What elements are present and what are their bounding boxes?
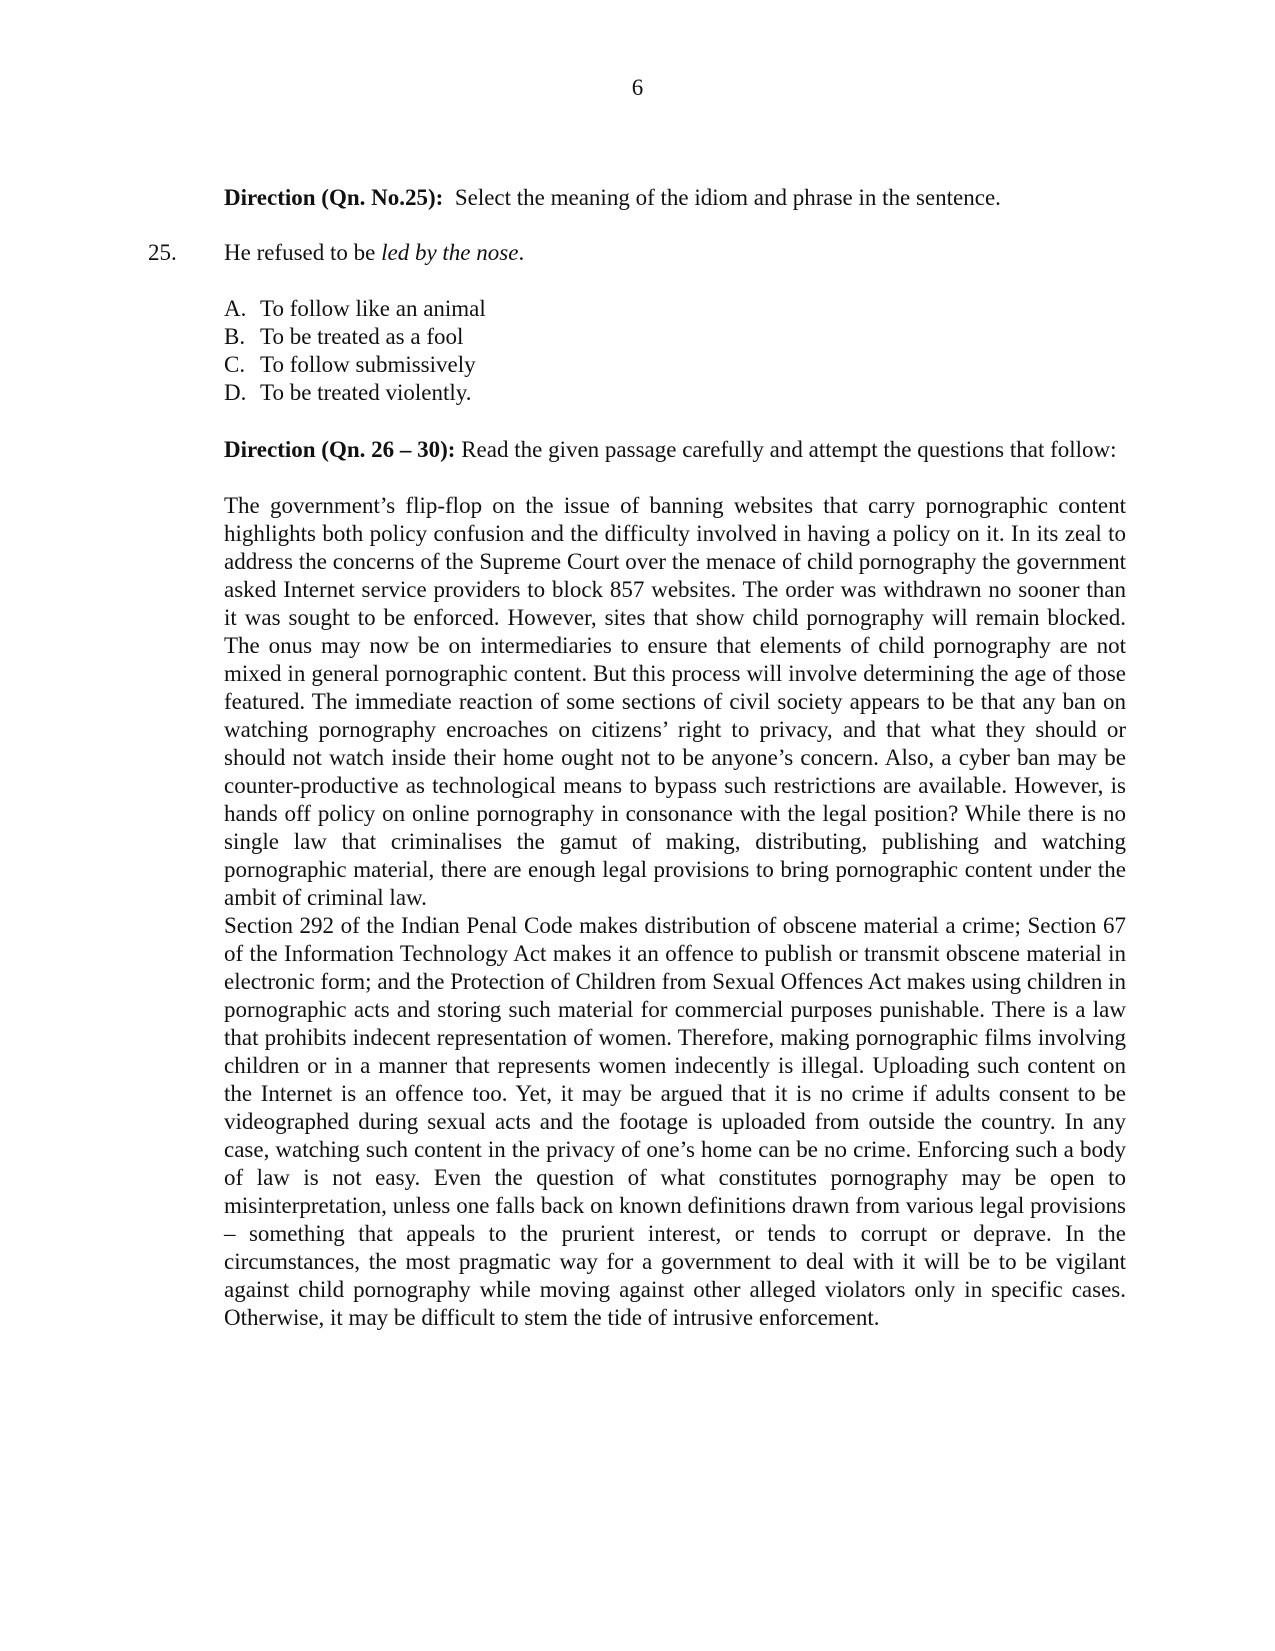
page-content [148, 184, 1126, 1332]
direction-questions-26-30 [224, 436, 1126, 464]
option-text: To follow submissively [260, 352, 476, 377]
reading-passage [224, 492, 1126, 1332]
option-letter: B. [224, 324, 246, 349]
passage-paragraph-1: The government’s flip-flop on the issue of banning websites that carry pornographic content highlights both policy confusion and the difficulty involved in having a policy on it. In its zeal to address the concerns of the Supreme Court over the menace of child pornography the government asked Internet service providers to block 857 websites. The order was withdrawn no sooner than it was sought to be enforced. However, sites that show child pornography will remain blocked. The onus may now be on intermediaries to ensure that elements of child pornography are not mixed in general pornographic content. But this process will involve determining the age of those featured. The immediate reaction of some sections of civil society appears to be that any ban on watching pornography encroaches on citizens’ right to privacy, and that what they should or should not watch inside their home ought not to be anyone’s concern. Also, a cyber ban may be counter-productive as technological means to bypass such restrictions are available. However, is hands off policy on online pornography in consonance with the legal position? While there is no single law that criminalises the gamut of making, distributing, publishing and watching pornographic material, there are enough legal provisions to bring pornographic content under the ambit of criminal law. [224, 493, 1126, 910]
direction-label: Direction (Qn. 26 – 30): [224, 437, 456, 462]
answer-options [224, 295, 1126, 407]
option-text: To be treated violently. [260, 380, 472, 405]
option-d [224, 379, 1126, 407]
option-b [224, 323, 1126, 351]
question-idiom: led by the nose [381, 240, 519, 265]
passage-paragraph-2: Section 292 of the Indian Penal Code makes distribution of obscene material a crime; Section 67 of the Information Technology Act makes it an offence to publish or transmit obscene material in electronic form; and the Protection of Children from Sexual Offences Act makes using children in pornographic acts and storing such material for commercial purposes punishable. There is a law that prohibits indecent representation of women. Therefore, making pornographic films involving children or in a manner that represents women indecently is illegal. Uploading such content on the Internet is an offence too. Yet, it may be argued that it is no crime if adults consent to be videographed during sexual acts and the footage is uploaded from outside the country. In any case, watching such content in the privacy of one’s home can be no crime. Enforcing such a body of law is not easy. Even the question of what constitutes pornography may be open to misinterpretation, unless one falls back on known definitions drawn from various legal provisions – something that appeals to the prurient interest, or tends to corrupt or deprave. In the circumstances, the most pragmatic way for a government to deal with it will be to be vigilant against child pornography while moving against other alleged violators only in specific cases. Otherwise, it may be difficult to stem the tide of intrusive enforcement. [224, 913, 1126, 1330]
question-number: 25. [148, 240, 177, 265]
question-25 [148, 239, 1126, 407]
question-stem [224, 239, 1126, 267]
option-letter: C. [224, 352, 246, 377]
page-number: 6 [631, 75, 644, 100]
option-text: To follow like an animal [260, 296, 486, 321]
direction-question-25 [224, 184, 1126, 212]
question-stem-before: He refused to be [224, 240, 382, 265]
direction-text: Read the given passage carefully and attempt the questions that follow: [461, 437, 1117, 462]
option-letter: D. [224, 380, 247, 405]
option-letter: A. [224, 296, 247, 321]
direction-label: Direction (Qn. No.25): [224, 185, 444, 210]
option-a [224, 295, 1126, 323]
direction-text: Select the meaning of the idiom and phrase in the sentence. [454, 185, 1001, 210]
question-stem-after: . [518, 240, 525, 265]
option-text: To be treated as a fool [260, 324, 464, 349]
option-c [224, 351, 1126, 379]
